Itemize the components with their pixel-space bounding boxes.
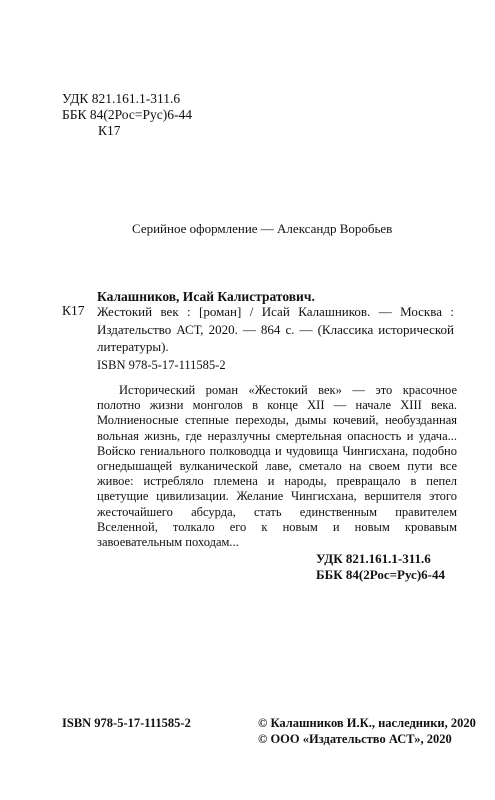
bbk-code: ББК 84(2Рос=Рус)6-44 [62, 107, 192, 122]
footer-isbn: ISBN 978-5-17-111585-2 [62, 716, 191, 730]
classification-block-top [62, 91, 192, 139]
udk-code: УДК 821.161.1-311.6 [62, 91, 181, 106]
author-heading: Калашников, Исай Калистратович. [97, 289, 315, 304]
annotation-text: Исторический роман «Жестокий век» — это красочное полотно жизни монголов в конце XII — начале XIII века. Молниеносные степные переходы, дымы кочевий, необузданная вольная жизнь, где неразлучны смертельная опасность и удача... Войско гениального полководца и чудовища Чингисхана, подобно огнедышащей вулканической лаве, сметало на своем пути все живое: истребляло племена и народы, превращало в пепел цветущие цивилизации. Желание Чингисхана, вершителя этого жесточайшего абсурда, стать единственным правителем Вселенной, толкало его к новым и новым кровавым завоевательным походам... [97, 383, 457, 550]
bbk-code-bottom: ББК 84(2Рос=Рус)6-44 [316, 567, 445, 582]
classification-block-bottom [316, 551, 445, 583]
udk-code-bottom: УДК 821.161.1-311.6 [316, 551, 431, 566]
catalog-description: Жестокий век : [роман] / Исай Калашников. — Москва : Издательство АСТ, 2020. — 864 с. — (Классика исторической литературы). [97, 304, 454, 354]
author-mark: К17 [98, 123, 121, 138]
catalog-author-mark: К17 [62, 303, 85, 318]
copyright-publisher: © ООО «Издательство АСТ», 2020 [258, 732, 452, 746]
copyright-author: © Калашников И.К., наследники, 2020 [258, 716, 476, 730]
copyright-block [258, 716, 476, 748]
catalog-isbn: ISBN 978-5-17-111585-2 [97, 358, 226, 372]
series-design-credit: Серийное оформление — Александр Воробьев [132, 221, 393, 236]
